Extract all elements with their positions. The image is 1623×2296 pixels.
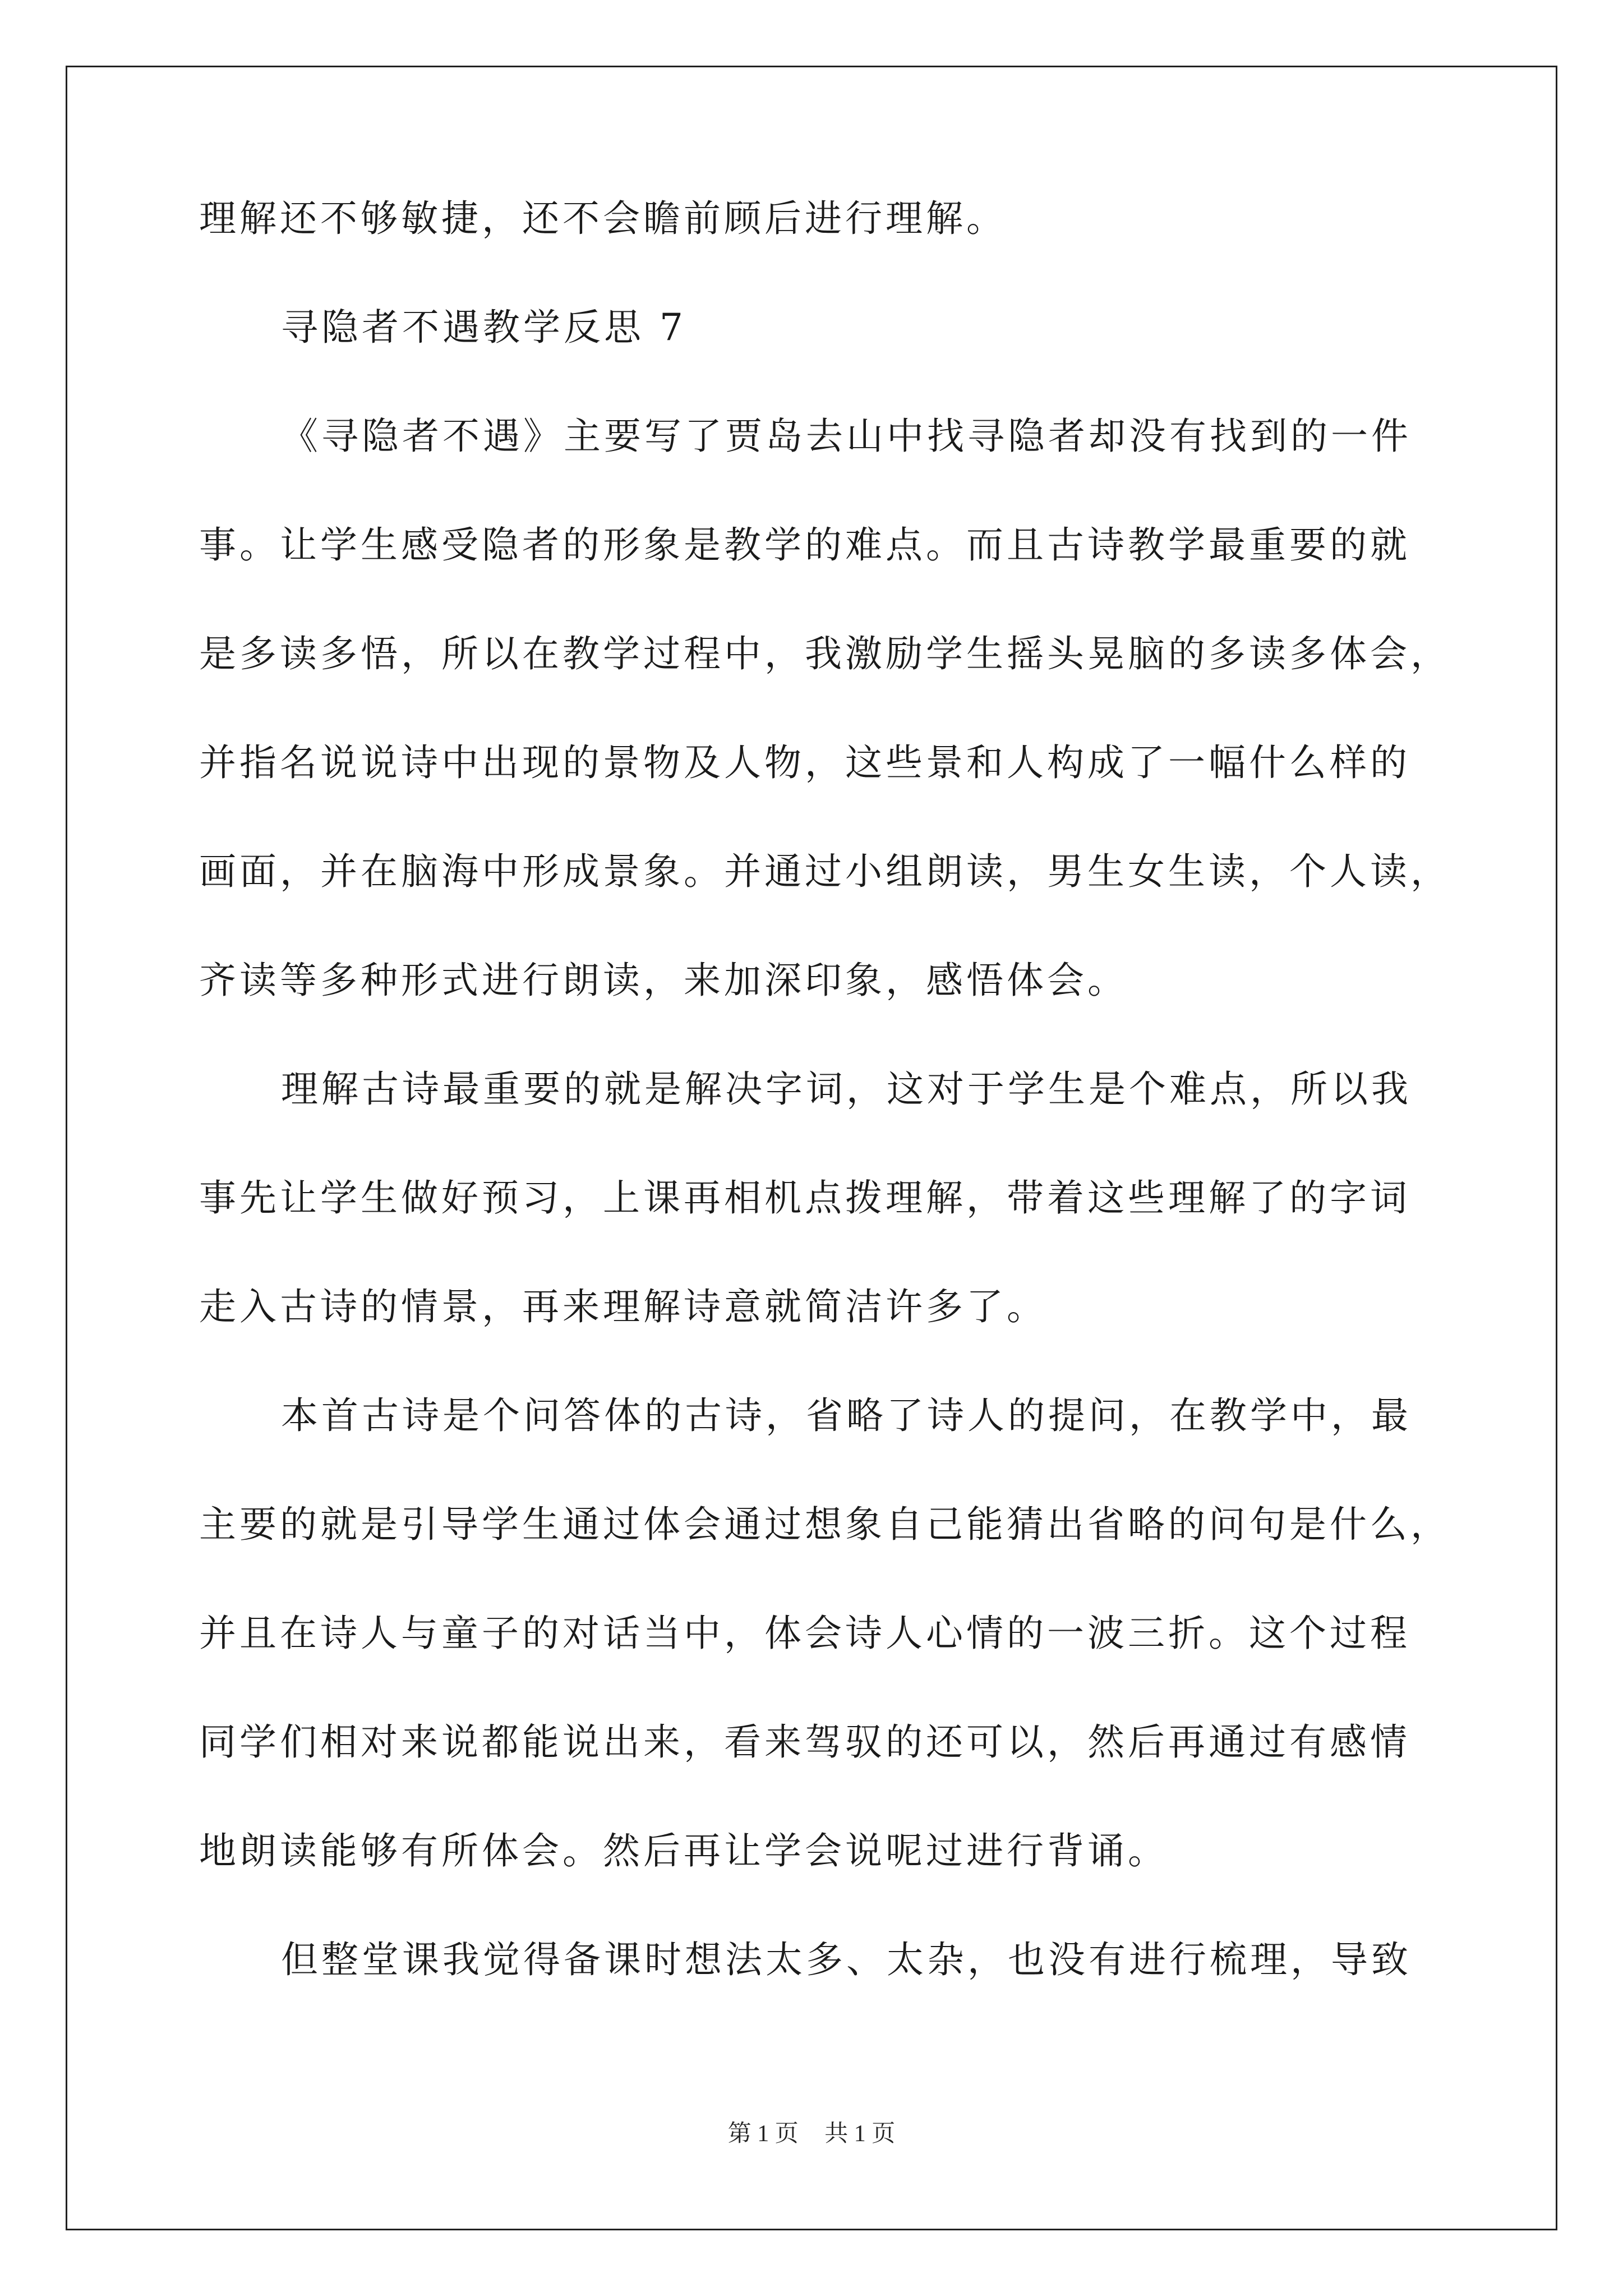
text-line-15: 同学们相对来说都能说出来，看来驾驭的还可以，然后再通过有感情 xyxy=(199,1720,1410,1764)
text-line-17: 但整堂课我觉得备课时想法太多、太杂，也没有进行梳理，导致 xyxy=(281,1938,1412,1981)
text-line-13: 主要的就是引导学生通过体会通过想象自己能猜出省略的问句是什么， xyxy=(199,1503,1451,1546)
text-line-6: 并指名说说诗中出现的景物及人物，这些景和人构成了一幅什么样的 xyxy=(199,741,1410,784)
page-total: 共 1 页 xyxy=(824,2121,896,2147)
text-line-16: 地朗读能够有所体会。然后再让学会说呢过进行背诵。 xyxy=(199,1829,1168,1872)
text-line-1: 理解还不够敏捷，还不会瞻前顾后进行理解。 xyxy=(199,197,1007,240)
text-line-8: 齐读等多种形式进行朗读，来加深印象，感悟体会。 xyxy=(199,959,1128,1002)
text-line-7: 画面，并在脑海中形成景象。并通过小组朗读，男生女生读，个人读， xyxy=(199,850,1451,893)
text-line-3: 《寻隐者不遇》主要写了贾岛去山中找寻隐者却没有找到的一件 xyxy=(281,415,1412,458)
text-line-11: 走入古诗的情景，再来理解诗意就简洁许多了。 xyxy=(199,1285,1047,1328)
text-line-9: 理解古诗最重要的就是解决字词，这对于学生是个难点，所以我 xyxy=(281,1068,1412,1111)
document-body xyxy=(199,191,1451,2041)
text-line-12: 本首古诗是个问答体的古诗，省略了诗人的提问，在教学中，最 xyxy=(281,1394,1412,1437)
page-number: 第 1 页 xyxy=(727,2121,799,2147)
page-footer xyxy=(0,2115,1623,2148)
text-line-5: 是多读多悟，所以在教学过程中，我激励学生摇头晃脑的多读多体会， xyxy=(199,632,1451,675)
section-heading: 寻隐者不遇教学反思 7 xyxy=(281,306,686,349)
text-line-4: 事。让学生感受隐者的形象是教学的难点。而且古诗教学最重要的就 xyxy=(199,523,1410,567)
text-line-10: 事先让学生做好预习，上课再相机点拨理解，带着这些理解了的字词 xyxy=(199,1176,1410,1220)
text-line-14: 并且在诗人与童子的对话当中，体会诗人心情的一波三折。这个过程 xyxy=(199,1612,1410,1655)
